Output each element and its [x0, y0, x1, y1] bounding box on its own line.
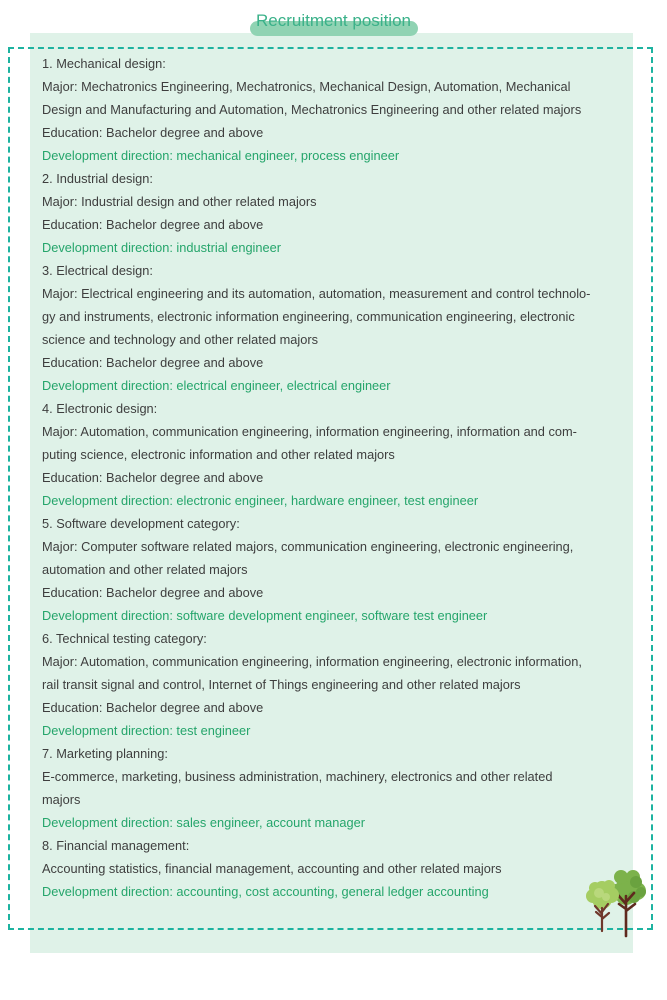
development-direction-line: Development direction: software development engineer, software test engineer — [42, 608, 488, 623]
small-tree-trunk — [595, 904, 609, 931]
large-tree-icon — [608, 870, 646, 936]
development-direction-line: Development direction: mechanical engineer, process engineer — [42, 148, 400, 163]
development-direction-line: Development direction: industrial engineer — [42, 240, 282, 255]
content-line: 5. Software development category: — [42, 516, 240, 531]
positions-list — [42, 52, 633, 903]
content-line: puting science, electronic information and other related majors — [42, 447, 395, 462]
content-line: science and technology and other related majors — [42, 332, 319, 347]
development-direction-line: Development direction: electronic engineer, hardware engineer, test engineer — [42, 493, 479, 508]
content-line: 8. Financial management: — [42, 838, 190, 853]
content-line: rail transit signal and control, Internet of Things engineering and other related majors — [42, 677, 521, 692]
content-line: Major: Electrical engineering and its automation, automation, measurement and control technolo- — [42, 286, 591, 301]
content-line: 6. Technical testing category: — [42, 631, 207, 646]
small-tree-icon — [586, 880, 619, 931]
content-line: Major: Computer software related majors, communication engineering, electronic engineering, — [42, 539, 574, 554]
content-line: Major: Automation, communication engineering, information engineering, electronic information, — [42, 654, 582, 669]
content-line: gy and instruments, electronic information engineering, communication engineering, electronic — [42, 309, 575, 324]
trees-illustration — [578, 864, 660, 940]
content-line: Education: Bachelor degree and above — [42, 585, 264, 600]
development-direction-line: Development direction: electrical engineer, electrical engineer — [42, 378, 391, 393]
content-line: Education: Bachelor degree and above — [42, 217, 264, 232]
development-direction-line: Development direction: sales engineer, account manager — [42, 815, 365, 830]
content-line: Education: Bachelor degree and above — [42, 355, 264, 370]
page-header — [0, 8, 667, 40]
content-line: 3. Electrical design: — [42, 263, 153, 278]
content-line: 1. Mechanical design: — [42, 56, 166, 71]
content-line: Major: Mechatronics Engineering, Mechatronics, Mechanical Design, Automation, Mechanical — [42, 79, 571, 94]
content-line: 4. Electronic design: — [42, 401, 158, 416]
page-title: Recruitment position — [256, 11, 411, 30]
development-direction-line: Development direction: accounting, cost accounting, general ledger accounting — [42, 884, 489, 899]
content-line: E-commerce, marketing, business administration, machinery, electronics and other related — [42, 769, 553, 784]
content-line: Major: Automation, communication engineering, information engineering, information and com- — [42, 424, 577, 439]
content-line: Design and Manufacturing and Automation, Mechatronics Engineering and other related majors — [42, 102, 582, 117]
content-line: automation and other related majors — [42, 562, 248, 577]
content-line: majors — [42, 792, 81, 807]
content-line: Education: Bachelor degree and above — [42, 470, 264, 485]
development-direction-line: Development direction: test engineer — [42, 723, 251, 738]
content-line: Education: Bachelor degree and above — [42, 125, 264, 140]
content-line: Accounting statistics, financial management, accounting and other related majors — [42, 861, 502, 876]
content-line: Major: Industrial design and other related majors — [42, 194, 317, 209]
content-line: 7. Marketing planning: — [42, 746, 168, 761]
content-line: Education: Bachelor degree and above — [42, 700, 264, 715]
content-line: 2. Industrial design: — [42, 171, 153, 186]
